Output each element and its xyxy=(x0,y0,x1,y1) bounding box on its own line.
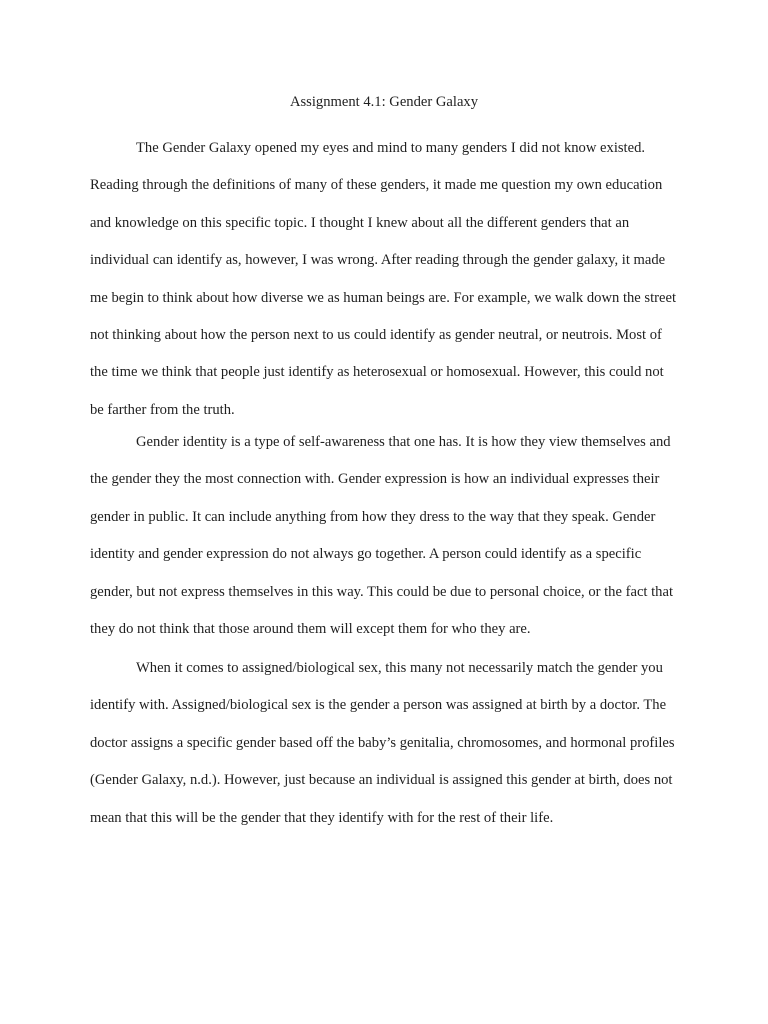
paragraph-3: When it comes to assigned/biological sex, this many not necessarily match the gender you identify with. Assigned/biological sex is the gender a person was assigned at birth by a doctor. The doctor assigns a specific gender based off the baby’s genitalia, chromosomes, and hormonal profiles (Gender Galaxy, n.d.). However, just because an individual is assigned this gender at birth, does not mean that this will be the gender that they identify with for the rest of their life. xyxy=(90,660,675,826)
paragraph-1: The Gender Galaxy opened my eyes and mind to many genders I did not know existed. Reading through the definitions of many of these genders, it made me question my own education and knowledge on this specific topic. I thought I knew about all the different genders that an individual can identify as, however, I was wrong. After reading through the gender galaxy, it made me begin to think about how diverse we as human beings are. For example, we walk down the street not thinking about how the person next to us could identify as gender neutral, or neutrois. Most of the time we think that people just identify as heterosexual or homosexual. However, this could not be farther from the truth. xyxy=(90,140,677,418)
paragraph-2: Gender identity is a type of self-awareness that one has. It is how they view themselves and the gender they the most connection with. Gender expression is how an individual expresses their gender in public. It can include anything from how they dress to the way that they speak. Gender identity and gender expression do not always go together. A person could identify as a specific gender, but not express themselves in this way. This could be due to personal choice, or the fact that they do not think that those around them will except them for who they are. xyxy=(90,434,674,638)
document-title: Assignment 4.1: Gender Galaxy xyxy=(289,94,479,110)
